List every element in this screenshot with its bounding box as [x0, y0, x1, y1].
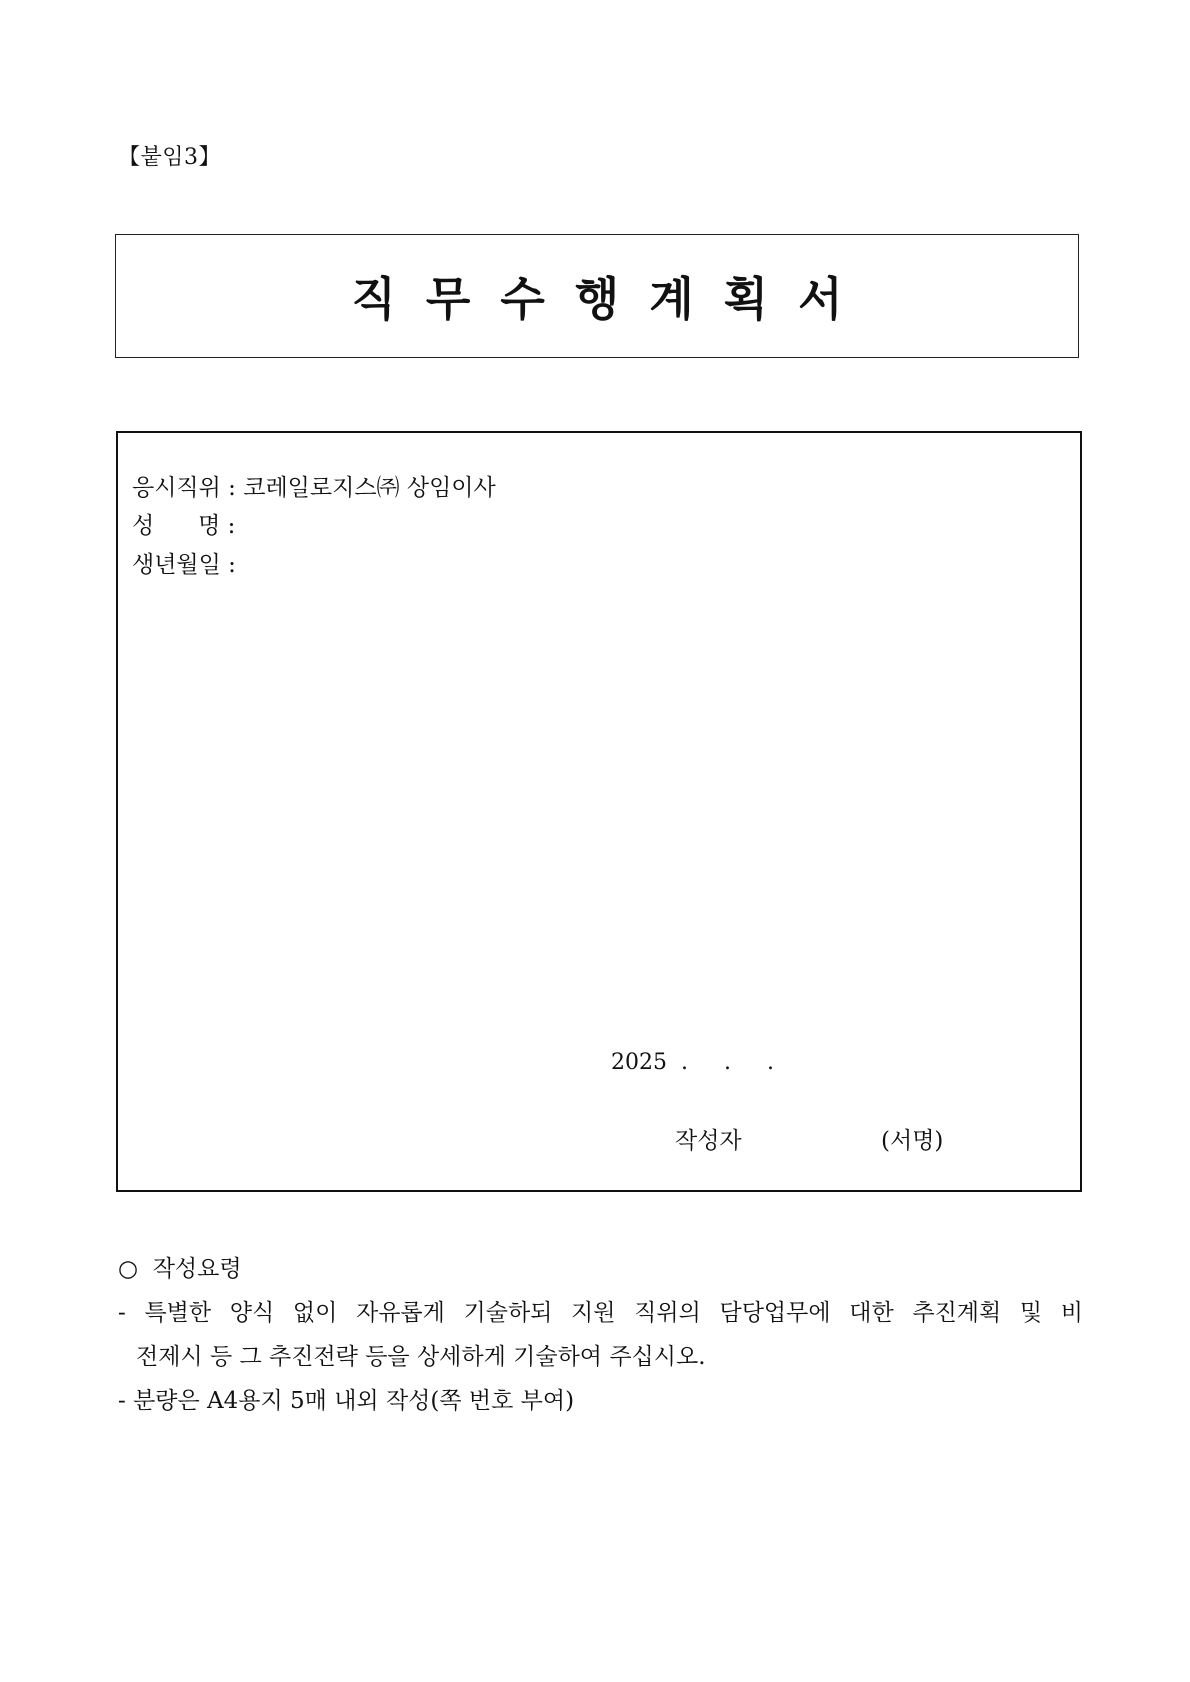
- birthdate-field: [132, 546, 243, 579]
- guide-line: - 특별한 양식 없이 자유롭게 기술하되 지원 직위의 담당업무에 대한 추진계획 및 비: [118, 1300, 1083, 1326]
- birthdate-label: 생년월일: [132, 552, 221, 578]
- name-separator: :: [220, 513, 243, 539]
- guide-line: - 분량은 A4용지 5매 내외 작성(쪽 번호 부여): [118, 1388, 575, 1414]
- document-title: 직무수행계획서: [351, 272, 873, 326]
- title-box: [115, 234, 1079, 358]
- position-separator: :: [220, 475, 244, 501]
- date-dot: .: [724, 1050, 731, 1075]
- position-label: 응시직위: [132, 475, 221, 501]
- date-year: 2025: [611, 1050, 667, 1075]
- form-box: [116, 431, 1082, 1192]
- date-dot: .: [681, 1050, 688, 1075]
- position-value: 코레일로지스㈜ 상임이사: [243, 475, 496, 501]
- signature-label: (서명): [881, 1128, 944, 1154]
- author-label: 작성자: [675, 1128, 742, 1154]
- date-dot: .: [767, 1050, 774, 1075]
- position-field: [132, 469, 496, 502]
- attachment-label: 【붙임3】: [118, 145, 222, 170]
- guide-line: 전제시 등 그 추진전략 등을 상세하게 기술하여 주십시오.: [136, 1344, 706, 1370]
- guide-heading: ○ 작성요령: [118, 1256, 242, 1282]
- name-field: [132, 507, 243, 540]
- date-row: [611, 1050, 774, 1075]
- birthdate-separator: :: [220, 552, 244, 578]
- name-label: 성 명: [132, 513, 221, 539]
